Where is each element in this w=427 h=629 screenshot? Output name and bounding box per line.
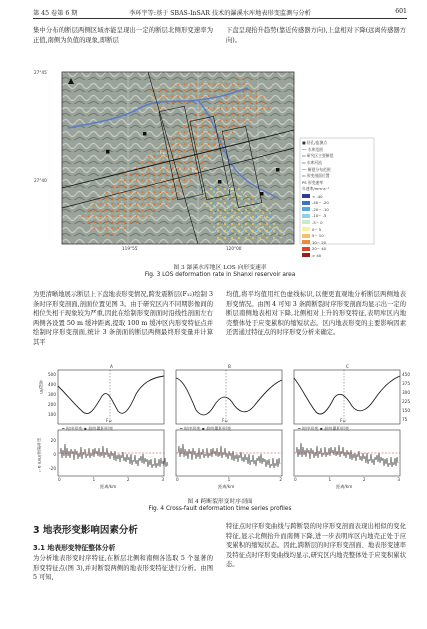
yticks-def-a: 20 0 -20 — [49, 438, 56, 471]
fault-label-f11: F₁₁ — [160, 150, 166, 155]
yticks-elev-a: 500 400 300 200 100 — [48, 372, 56, 417]
lat-top: 27°45′ — [34, 70, 48, 75]
legend-head-3: ▭ 水库河流 — [302, 160, 322, 166]
ylabel-elevation: 高程/m — [39, 380, 44, 394]
legend-class-7: 10~ 20 — [302, 239, 374, 246]
page-number: 601 — [395, 8, 407, 15]
xlabel-b: 距离/km — [218, 484, 235, 489]
ylabel-deformation: 形变速率/mm·a⁻¹ — [37, 438, 42, 473]
lat-bottom: 27°40′ — [34, 178, 48, 183]
map-legend — [302, 140, 374, 259]
body-right: 均值,将平均值用红色虚线标识,以便更直观地分析断层两侧地表形变情况。由图 4 可知 3 条跨断裂时序形变剖面均显示出一定的断层南侧地表相对下降,北侧相对上升的形变特征,表明库区内地壳整体处于应变累积的缩短状态。区内地表形变的主要影响因素还需通过特征点的时序形变分析来确定。 — [226, 291, 406, 337]
panel-a-elevation — [58, 370, 164, 424]
fault-label-a: F₁₂ — [106, 418, 112, 423]
body-left: 为更清晰地展示断层上下盘地表形变情况,跨发震断层(F₁₂)绘制 3 条时序形变剖面,剖面位置见图 3。由于研究区内不同期影像间的相位失相干现象较为严重,因此在绘制形变剖面时沿线性剖面左右两侧各设置 50 m 缓冲距离,提取 100 m 缓冲区内形变特征点并绘制时序形变剖面,统计 3 条剖面的断层两侧最终形变量并计算其平 — [33, 291, 213, 346]
legend-class-9: > 40 — [302, 252, 374, 259]
xticks-a: 0 1 2 3 — [58, 477, 164, 482]
legend-class-0: < -40 — [302, 193, 374, 200]
legend-head-4: ── 断裂分布范围 — [302, 166, 331, 172]
fault-label-b: F₁₂ — [222, 418, 228, 423]
intro-left: 集中分布的断层两侧区域亦能呈现出一定的断层北侧形变速率为正值,南侧为负值的现象,即断层 — [33, 27, 213, 44]
xticks-c: 0 1 2 3 — [294, 477, 400, 482]
panel-c-elevation — [294, 370, 400, 424]
legend-class-8: 20~ 40 — [302, 246, 374, 253]
fault-label-f13: F₁₃ — [228, 186, 234, 191]
journal-volume: 第 45 卷第 6 期 — [33, 10, 78, 17]
panel-label-a: A — [110, 364, 113, 369]
intro-right: 下盘呈现抬升趋势(靠近传感器方向),上盘相对下降(远离传感器方向)。 — [226, 27, 406, 44]
xlabel-a: 距离/km — [100, 484, 117, 489]
profiles-legend-c: ━ 时序形变 ▪ 最终累积形变 — [298, 426, 350, 431]
legend-head-2: ▭ 研究区主要断裂 — [302, 153, 334, 159]
legend-cap: PS 形变速率 — [302, 179, 324, 185]
legend-class-5: 0~ 5 — [302, 226, 374, 233]
legend-class-2: -20~ -10 — [302, 206, 374, 213]
xticks-b: 0 1 2 — [176, 477, 282, 482]
legend-class-1: -40~ -20 — [302, 199, 374, 206]
panel-label-c: C — [346, 364, 349, 369]
header-rule — [33, 18, 407, 19]
panel-b-elevation — [176, 370, 282, 424]
lon-left: 119°55′ — [122, 246, 139, 251]
legend-class-4: -5~ 0 — [302, 219, 374, 226]
section-3-left: 为分析地表形变时序特征,在断层北侧和南侧各选取 5 个显著的形变特征点(图 3),并对断裂两侧的地表形变特征进行分析。由图 5 可知, — [33, 555, 213, 582]
fig4-caption-en: Fig. 4 Cross-fault deformation time series profiles — [148, 506, 292, 512]
yticks-elev-right: 450 375 300 225 150 75 — [402, 372, 410, 422]
lon-right: 120°00′ — [226, 246, 243, 251]
xlabel-c: 距离/km — [336, 484, 353, 489]
legend-head-1: ── 水库范围 — [302, 146, 323, 152]
section-3-right: 特征点时序形变曲线与跨断裂的时序形变剖面表现出相似的变化特征,显示北侧抬升而南侧下降,进一步表明库区内地壳正处于应变累积的缩短状态。因此,跨断层的时序形变剖面、地表形变速率及特征点时序形变曲线均显示,研究区内地壳整体处于应变积累状态。 — [226, 523, 406, 569]
panel-label-b: B — [228, 364, 231, 369]
legend-cap2: 年速率/mm·a⁻¹ — [302, 186, 330, 192]
legend-class-6: 5~ 10 — [302, 232, 374, 239]
legend-head-0: ■ 钻孔/监测点 — [302, 140, 328, 146]
fig3-caption-en: Fig. 3 LOS deformation rate in Shanxi reservoir area — [144, 272, 296, 278]
section-3-title: 3 地表形变影响因素分析 — [33, 525, 138, 536]
legend-class-3: -10~ -5 — [302, 213, 374, 220]
fig3-caption-cn: 图 3 瀑溪水库地区 LOS 向形变速率 — [173, 265, 267, 271]
legend-head-5: ▭ 形变剖面位置 — [302, 173, 330, 179]
profiles-legend-a: ━ 时序形变 ▪ 最终累积形变 — [62, 426, 114, 431]
profiles-legend-b: ━ 时序形变 ▪ 最终累积形变 — [180, 426, 232, 431]
section-3-1-title: 3.1 地表形变特征整体分析 — [33, 544, 116, 552]
running-title: 李环宇等:基于 SBAS-InSAR 技术的瀑溪水库地表形变监测与分析 — [129, 10, 311, 17]
fault-label-c: F₁₂ — [340, 418, 346, 423]
fig4-caption-cn: 图 4 跨断裂形变时序剖面 — [187, 499, 253, 505]
fault-label-f12: F₁₂ — [192, 168, 198, 173]
